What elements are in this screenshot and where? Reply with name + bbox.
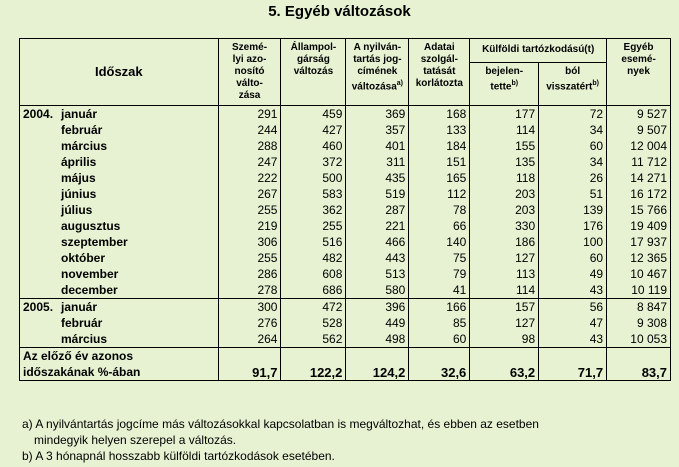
row-label <box>20 250 219 266</box>
table-cell: 177 <box>470 106 539 123</box>
table-cell: 221 <box>346 218 409 234</box>
summary-cell: 32,6 <box>409 348 470 381</box>
header-line: változása <box>351 81 397 93</box>
header-citizenship <box>281 39 346 106</box>
row-label <box>20 282 219 299</box>
table-cell: 34 <box>539 154 607 170</box>
header-line: válto- <box>236 78 263 89</box>
footnote-b-marker: b) <box>592 79 599 87</box>
table-row <box>20 315 671 331</box>
table-cell: 112 <box>409 186 470 202</box>
table-cell: 51 <box>539 186 607 202</box>
month-label: március <box>61 138 108 153</box>
table-cell: 75 <box>409 250 470 266</box>
table-cell: 264 <box>218 331 281 348</box>
month-label: március <box>61 331 108 346</box>
header-line: Egyéb <box>623 42 654 53</box>
table-cell: 118 <box>470 170 539 186</box>
header-period: Időszak <box>20 39 219 106</box>
page-title: 5. Egyéb változások <box>268 3 411 20</box>
row-label <box>20 218 219 234</box>
row-label <box>20 106 219 123</box>
table-cell: 396 <box>346 299 409 316</box>
month-label: július <box>61 202 93 217</box>
table-row <box>20 138 671 154</box>
table-cell: 166 <box>409 299 470 316</box>
table-cell: 98 <box>470 331 539 348</box>
row-label <box>20 315 219 331</box>
table-cell: 34 <box>539 122 607 138</box>
table-cell: 247 <box>218 154 281 170</box>
summary-label <box>20 348 219 381</box>
table-cell: 9 527 <box>607 106 671 123</box>
changes-table <box>19 38 671 381</box>
header-abroad-returned <box>539 62 607 105</box>
header-line: szolgál- <box>420 54 458 65</box>
summary-row <box>20 348 671 381</box>
header-line: esemé- <box>621 54 656 65</box>
table-cell: 311 <box>346 154 409 170</box>
header-line: nyek <box>627 66 650 77</box>
table-cell: 184 <box>409 138 470 154</box>
header-line: Szemé- <box>232 42 268 53</box>
footnotes <box>22 416 672 464</box>
header-other-events <box>607 39 671 106</box>
summary-label-line1: Az előző év azonos <box>23 349 134 363</box>
row-label <box>20 266 219 282</box>
header-line: gárság <box>297 54 330 65</box>
month-label: augusztus <box>61 218 121 233</box>
table-cell: 583 <box>281 186 346 202</box>
table-cell: 157 <box>470 299 539 316</box>
footnote-b-marker: b) <box>511 79 519 87</box>
table-cell: 8 847 <box>607 299 671 316</box>
row-label <box>20 299 219 316</box>
table-row <box>20 299 671 316</box>
table-cell: 460 <box>281 138 346 154</box>
table-row <box>20 122 671 138</box>
table-row <box>20 250 671 266</box>
table-cell: 286 <box>218 266 281 282</box>
table-cell: 500 <box>281 170 346 186</box>
table-cell: 10 053 <box>607 331 671 348</box>
table-cell: 203 <box>470 202 539 218</box>
table-cell: 114 <box>470 282 539 299</box>
table-cell: 176 <box>539 218 607 234</box>
table-cell: 580 <box>346 282 409 299</box>
table-cell: 186 <box>470 234 539 250</box>
table-cell: 255 <box>218 202 281 218</box>
header-line: tette <box>490 81 512 93</box>
year-label: 2004. <box>23 106 54 121</box>
month-label: április <box>61 154 97 169</box>
summary-cell: 83,7 <box>607 348 671 381</box>
table-row <box>20 186 671 202</box>
table-cell: 300 <box>218 299 281 316</box>
header-line: lyi azo- <box>232 54 267 65</box>
table-cell: 291 <box>218 106 281 123</box>
table-cell: 43 <box>539 282 607 299</box>
table-row <box>20 170 671 186</box>
footnote-a-marker: a) <box>396 80 403 87</box>
table-row <box>20 331 671 348</box>
header-line: nosító <box>234 66 265 77</box>
table-cell: 369 <box>346 106 409 123</box>
header-line: zása <box>238 90 261 101</box>
table-cell: 79 <box>409 266 470 282</box>
table-cell: 100 <box>539 234 607 250</box>
table-cell: 139 <box>539 202 607 218</box>
table-cell: 72 <box>539 106 607 123</box>
table-cell: 9 308 <box>607 315 671 331</box>
header-line: bejelen- <box>485 65 524 77</box>
month-label: október <box>61 250 106 265</box>
table-cell: 133 <box>409 122 470 138</box>
header-line: tatását <box>423 66 456 77</box>
table-cell: 127 <box>470 315 539 331</box>
table-row <box>20 106 671 123</box>
table-cell: 26 <box>539 170 607 186</box>
table-row <box>20 154 671 170</box>
table-cell: 686 <box>281 282 346 299</box>
row-label <box>20 170 219 186</box>
table-cell: 60 <box>409 331 470 348</box>
table-cell: 519 <box>346 186 409 202</box>
table-cell: 562 <box>281 331 346 348</box>
header-id-number <box>218 39 281 106</box>
header-line: korlátozta <box>415 78 463 89</box>
table-cell: 472 <box>281 299 346 316</box>
table-row <box>20 266 671 282</box>
table-cell: 56 <box>539 299 607 316</box>
table-row <box>20 218 671 234</box>
summary-cell: 91,7 <box>218 348 281 381</box>
table-cell: 114 <box>470 122 539 138</box>
table-cell: 140 <box>409 234 470 250</box>
table-cell: 14 271 <box>607 170 671 186</box>
table-cell: 66 <box>409 218 470 234</box>
table-cell: 222 <box>218 170 281 186</box>
table-cell: 219 <box>218 218 281 234</box>
table-cell: 151 <box>409 154 470 170</box>
row-label <box>20 154 219 170</box>
month-label: december <box>61 282 118 297</box>
summary-cell: 63,2 <box>470 348 539 381</box>
table-cell: 10 119 <box>607 282 671 299</box>
header-line: címének <box>357 66 398 77</box>
header-line: változás <box>293 66 334 77</box>
table-cell: 362 <box>281 202 346 218</box>
table-cell: 85 <box>409 315 470 331</box>
month-label: február <box>61 122 103 137</box>
table-cell: 203 <box>470 186 539 202</box>
table-cell: 43 <box>539 331 607 348</box>
summary-label-line2: időszakának %-ában <box>23 365 141 379</box>
row-label <box>20 331 219 348</box>
footnote-a-continued: mindegyik helyen szerepel a változás. <box>34 433 237 447</box>
table-cell: 49 <box>539 266 607 282</box>
table-cell: 278 <box>218 282 281 299</box>
table-cell: 244 <box>218 122 281 138</box>
summary-cell: 122,2 <box>281 348 346 381</box>
row-label <box>20 138 219 154</box>
year-label: 2005. <box>23 299 54 314</box>
summary-cell: 124,2 <box>346 348 409 381</box>
table-row <box>20 282 671 299</box>
header-line: ból <box>565 65 581 77</box>
table-cell: 12 004 <box>607 138 671 154</box>
table-cell: 528 <box>281 315 346 331</box>
month-label: június <box>61 186 97 201</box>
table-cell: 113 <box>470 266 539 282</box>
table-cell: 60 <box>539 138 607 154</box>
row-label <box>20 202 219 218</box>
table-cell: 306 <box>218 234 281 250</box>
table-cell: 466 <box>346 234 409 250</box>
month-label: május <box>61 170 96 185</box>
table-cell: 372 <box>281 154 346 170</box>
table-cell: 513 <box>346 266 409 282</box>
header-line: A nyilván- <box>353 42 402 53</box>
table-body <box>20 106 671 381</box>
table-cell: 255 <box>218 250 281 266</box>
table-cell: 10 467 <box>607 266 671 282</box>
table-cell: 47 <box>539 315 607 331</box>
month-label: január <box>61 106 98 121</box>
header-line: Adatai <box>424 42 455 53</box>
table-cell: 135 <box>470 154 539 170</box>
header-abroad-group: Külföldi tartózkodású(t) <box>470 39 607 63</box>
table-cell: 78 <box>409 202 470 218</box>
table-cell: 330 <box>470 218 539 234</box>
table-cell: 357 <box>346 122 409 138</box>
table-cell: 12 365 <box>607 250 671 266</box>
table-cell: 41 <box>409 282 470 299</box>
table-cell: 276 <box>218 315 281 331</box>
table-cell: 516 <box>281 234 346 250</box>
footnote-a: a) A nyilvántartás jogcíme más változásokkal kapcsolatban is megváltozhat, és ebben az esetben <box>22 417 539 431</box>
summary-cell: 71,7 <box>539 348 607 381</box>
month-label: szeptember <box>61 234 128 249</box>
table-cell: 60 <box>539 250 607 266</box>
header-line: visszatért <box>546 81 593 93</box>
header-data-service <box>409 39 470 106</box>
table-cell: 19 409 <box>607 218 671 234</box>
table-cell: 127 <box>470 250 539 266</box>
table-cell: 287 <box>346 202 409 218</box>
table-cell: 9 507 <box>607 122 671 138</box>
table-cell: 443 <box>346 250 409 266</box>
month-label: január <box>61 299 98 314</box>
row-label <box>20 234 219 250</box>
header-line: Állampol- <box>290 42 337 53</box>
table-cell: 498 <box>346 331 409 348</box>
table-cell: 288 <box>218 138 281 154</box>
table-cell: 16 172 <box>607 186 671 202</box>
header-abroad-registered <box>470 62 539 105</box>
table-cell: 449 <box>346 315 409 331</box>
row-label <box>20 186 219 202</box>
table-row <box>20 234 671 250</box>
footnote-b: b) A 3 hónapnál hosszabb külföldi tartózkodások esetében. <box>22 449 335 463</box>
table-cell: 165 <box>409 170 470 186</box>
table-cell: 11 712 <box>607 154 671 170</box>
table-cell: 459 <box>281 106 346 123</box>
month-label: február <box>61 315 103 330</box>
table-cell: 482 <box>281 250 346 266</box>
table-cell: 401 <box>346 138 409 154</box>
header-registration <box>346 39 409 106</box>
table-cell: 255 <box>281 218 346 234</box>
table-cell: 267 <box>218 186 281 202</box>
month-label: november <box>61 266 119 281</box>
table-cell: 155 <box>470 138 539 154</box>
table-cell: 427 <box>281 122 346 138</box>
row-label <box>20 122 219 138</box>
table-cell: 168 <box>409 106 470 123</box>
table-row <box>20 202 671 218</box>
table-cell: 17 937 <box>607 234 671 250</box>
table-cell: 15 766 <box>607 202 671 218</box>
table-cell: 608 <box>281 266 346 282</box>
header-line: tartás jog- <box>353 54 402 65</box>
table-cell: 435 <box>346 170 409 186</box>
